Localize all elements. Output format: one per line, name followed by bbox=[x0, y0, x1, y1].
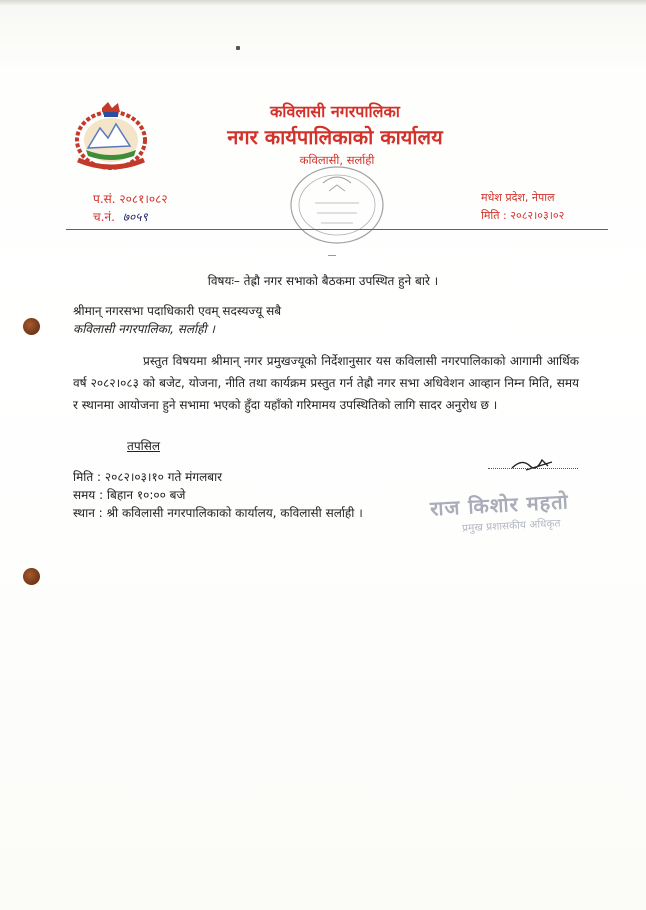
signature-dotted-line bbox=[488, 468, 578, 469]
addressee-line-1: श्रीमान् नगरसभा पदाधिकारी एवम् सदस्यज्यू सबै bbox=[73, 304, 282, 318]
tapasil-date: मिति : २०८२।०३।१० गते मंगलबार bbox=[73, 470, 223, 484]
tapasil-heading: तपसिल bbox=[127, 439, 161, 453]
signatory-title-stamp: प्रमुख प्रशासकीय अधिकृत bbox=[461, 517, 561, 535]
office-name: नगर कार्यपालिकाको कार्यालय bbox=[227, 125, 443, 149]
punch-hole-lower bbox=[23, 568, 40, 585]
letterhead-divider bbox=[66, 229, 608, 230]
date-label: मिति : bbox=[481, 209, 507, 222]
municipality-name: कविलासी नगरपालिका bbox=[270, 102, 400, 121]
ink-speck bbox=[236, 46, 240, 50]
chalani-number bbox=[93, 208, 148, 225]
chalani-value: ७०५९ bbox=[122, 210, 148, 224]
signatory-name-stamp: राज किशोर महतो bbox=[429, 489, 570, 521]
date-value: २०८२।०३।०२ bbox=[510, 209, 565, 222]
addressee-line-2: कविलासी नगरपालिका, सर्लाही । bbox=[73, 322, 215, 336]
paper-top-edge bbox=[0, 0, 646, 6]
punch-hole-upper bbox=[23, 318, 40, 335]
letter-date bbox=[481, 208, 564, 223]
patra-sankhya-label: प.सं. bbox=[93, 192, 116, 206]
patra-sankhya bbox=[93, 190, 168, 207]
chalani-label: च.नं. bbox=[93, 210, 115, 224]
patra-sankhya-value: २०८१।०८२ bbox=[119, 192, 168, 206]
office-location: कविलासी, सर्लाही bbox=[299, 153, 375, 167]
letter-body: प्रस्तुत विषयमा श्रीमान् नगर प्रमुखज्यूको निर्देशानुसार यस कविलासी नगरपालिकाको आगामी आर्थिक वर्ष २०८२।०८३ को बजेट, योजना, नीति तथा कार्यक्रम प्रस्तुत गर्न तेह्रौ नगर सभा अधिवेशन आव्हान निम्न मिति, समय र स्थानमा आयोजना हुने सभामा भएको हुँदा यहाँको गरिमामय उपस्थितिको लागि सादर अनुरोध छ । bbox=[73, 354, 579, 412]
tapasil-time: समय : बिहान १०:०० बजे bbox=[73, 488, 186, 502]
tapasil-place: स्थान : श्री कविलासी नगरपालिकाको कार्यालय, कविलासी सर्लाही । bbox=[73, 506, 363, 520]
province: मधेश प्रदेश, नेपाल bbox=[481, 191, 555, 204]
signature-scribble-icon bbox=[508, 452, 556, 476]
office-round-stamp-icon bbox=[285, 163, 390, 248]
subject-line: विषयः– तेह्रौ नगर सभाको बैठकमा उपस्थित हुने बारे । bbox=[207, 274, 439, 288]
stamp-tail-mark bbox=[328, 255, 336, 256]
